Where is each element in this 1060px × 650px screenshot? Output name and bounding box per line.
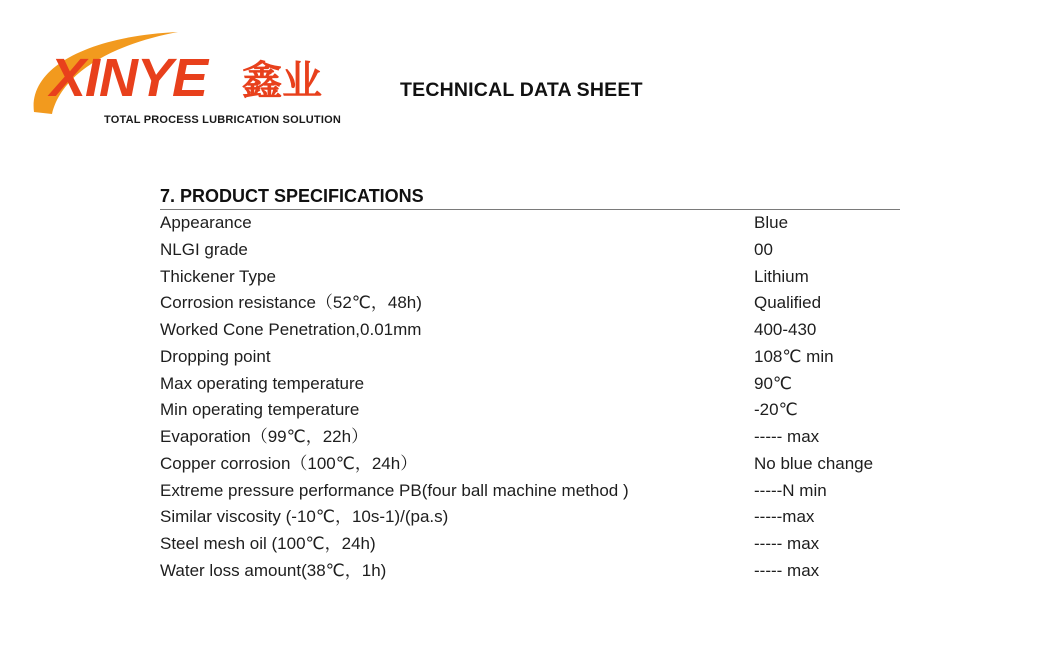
spec-label: Similar viscosity (-10℃，10s-1)/(pa.s) (160, 507, 449, 527)
spec-label: Appearance (160, 213, 252, 232)
spec-label: Worked Cone Penetration,0.01mm (160, 320, 422, 339)
spec-row (160, 264, 900, 291)
spec-label: Dropping point (160, 346, 271, 366)
document-title: TECHNICAL DATA SHEET (400, 79, 643, 101)
spec-row (160, 451, 900, 478)
spec-value: 90℃ (754, 373, 793, 393)
spec-label: Extreme pressure performance PB(four ball machine method ) (160, 480, 629, 500)
spec-row (160, 210, 900, 237)
logo-wordmark: XINYE (50, 48, 208, 108)
spec-value: -----N min (754, 480, 827, 500)
spec-value: -20℃ (754, 400, 798, 420)
spec-value: Lithium (754, 266, 809, 286)
spec-label: Copper corrosion（100℃，24h） (160, 453, 418, 473)
spec-value: ----- max (754, 534, 820, 553)
spec-list (160, 210, 900, 585)
spec-row (160, 397, 900, 424)
spec-value: No blue change (754, 453, 874, 473)
spec-label: Thickener Type (160, 266, 276, 286)
spec-row (160, 558, 900, 585)
spec-row (160, 344, 900, 371)
spec-row (160, 317, 900, 344)
spec-label: Max operating temperature (160, 373, 365, 393)
spec-label: Corrosion resistance（52℃，48h) (160, 293, 422, 313)
spec-row (160, 531, 900, 558)
spec-value: 00 (754, 239, 773, 259)
spec-value: Qualified (754, 293, 822, 313)
spec-value: ----- max (754, 560, 820, 580)
product-specifications-section (160, 185, 900, 585)
spec-value: ----- max (754, 427, 820, 446)
spec-row (160, 478, 900, 505)
spec-label: Evaporation（99℃，22h） (160, 427, 369, 446)
spec-value: 108℃ min (754, 346, 834, 366)
spec-row (160, 237, 900, 264)
spec-value: -----max (754, 507, 815, 527)
spec-label: Min operating temperature (160, 400, 360, 420)
spec-label: NLGI grade (160, 239, 248, 259)
spec-label: Steel mesh oil (100℃，24h) (160, 534, 376, 553)
logo-tagline: TOTAL PROCESS LUBRICATION SOLUTION (104, 114, 341, 126)
logo-graphic (28, 28, 358, 114)
spec-value: 400-430 (754, 320, 817, 339)
spec-label: Water loss amount(38℃，1h) (160, 560, 387, 580)
company-logo (28, 28, 358, 130)
spec-value: Blue (754, 213, 789, 232)
section-heading: 7. PRODUCT SPECIFICATIONS (160, 185, 900, 210)
logo-chinese: 鑫业 (242, 58, 322, 104)
spec-row (160, 371, 900, 398)
spec-row (160, 290, 900, 317)
spec-row (160, 424, 900, 451)
spec-row (160, 504, 900, 531)
